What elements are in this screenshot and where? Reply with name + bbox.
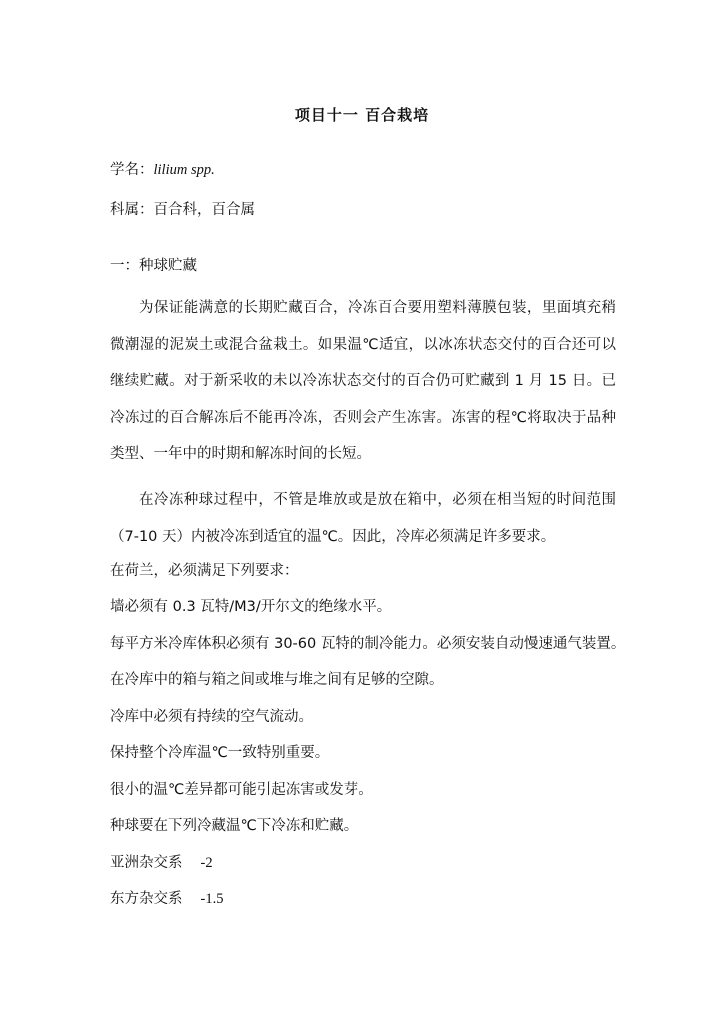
temperature-row [110, 853, 213, 873]
scientific-name-label: 学名： [110, 162, 154, 178]
requirement-item: 在冷库中的箱与箱之间或堆与堆之间有足够的空隙。 [110, 672, 444, 688]
freezing-paragraph: 在冷冻种球过程中，不管是堆放或是放在箱中，必须在相当短的时间范围（7-10 天）内被冷冻到适宜的温℃。因此，冷库必须满足许多要求。 [110, 492, 616, 545]
family-line [110, 200, 255, 220]
requirement-item: 每平方米冷库体积必须有 30-60 瓦特的制冷能力。必须安装自动慢速通气装置。 [110, 636, 626, 652]
page-title: 项目十一 百合栽培 [294, 106, 430, 124]
family-value: 百合科，百合属 [153, 202, 255, 218]
requirement-item: 很小的温℃差异都可能引起冻害或发芽。 [110, 782, 373, 798]
section-heading: 一：种球贮藏 [110, 258, 197, 274]
requirement-item: 种球要在下列冷藏温℃下冷冻和贮藏。 [110, 818, 359, 834]
requirements-intro: 在荷兰，必须满足下列要求： [110, 563, 299, 579]
scientific-name-line [110, 160, 215, 180]
family-label: 科属： [110, 202, 154, 218]
requirement-item: 冷库中必须有持续的空气流动。 [110, 709, 313, 725]
requirement-item: 保持整个冷库温℃一致特别重要。 [110, 745, 330, 761]
storage-temperature: -1.5 [200, 891, 224, 907]
scientific-name-value: lilium spp. [153, 162, 215, 178]
storage-temperature: -2 [200, 855, 213, 871]
temperature-row [110, 889, 223, 909]
hybrid-type: 亚洲杂交系 [110, 855, 183, 871]
requirement-item: 墙必须有 0.3 瓦特/M3/开尔文的绝缘水平。 [110, 599, 392, 615]
hybrid-type: 东方杂交系 [110, 891, 183, 907]
storage-paragraph: 为保证能满意的长期贮藏百合，冷冻百合要用塑料薄膜包装，里面填充稍微潮湿的泥炭土或混合盆栽土。如果温℃适宜，以冰冻状态交付的百合还可以继续贮藏。对于新采收的未以冷冻状态交付的百合仍可贮藏到 1 月 15 日。已冷冻过的百合解冻后不能再冷冻，否则会产生冻害。冻害的程℃将取决于品种类型、一年中的时期和解冻时间的长短。 [110, 300, 616, 462]
